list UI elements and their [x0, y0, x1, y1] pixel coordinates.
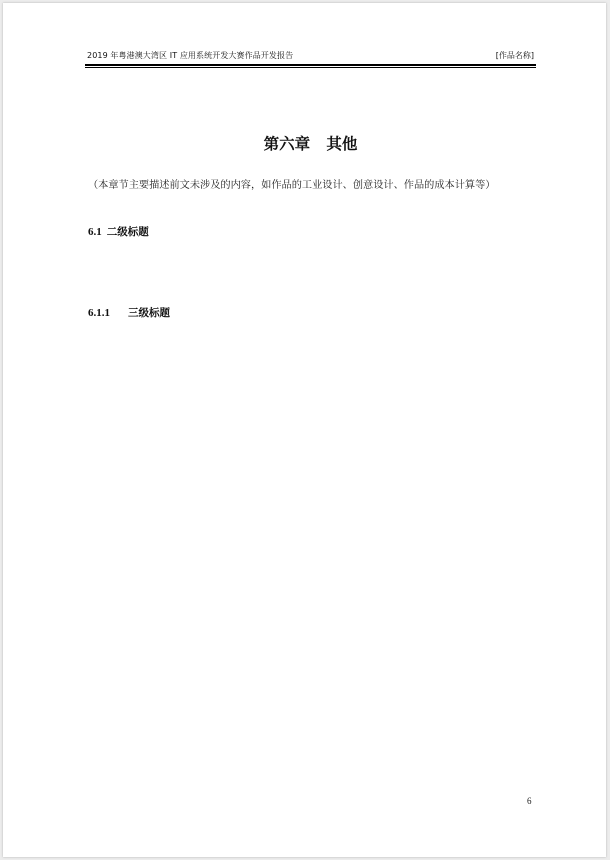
header-work-name: [作品名称] — [495, 51, 534, 60]
document-page — [3, 3, 606, 857]
header-report-title: 2019 年粤港澳大湾区 IT 应用系统开发大赛作品开发报告 — [87, 51, 294, 60]
section-title: 二级标题 — [106, 226, 149, 238]
header-rule-thin — [85, 67, 536, 68]
header-rule-thick — [85, 64, 536, 66]
intro-paragraph: （本章节主要描述前文未涉及的内容，如作品的工业设计、创意设计、作品的成本计算等） — [88, 180, 496, 191]
subsection-number: 6.1.1 — [88, 307, 110, 319]
chapter-title: 第六章 其他 — [263, 135, 358, 153]
page-header — [85, 50, 536, 63]
page-number: 6 — [527, 796, 532, 806]
section-heading — [88, 225, 149, 239]
subsection-heading — [88, 306, 170, 320]
subsection-title: 三级标题 — [128, 307, 170, 319]
section-number: 6.1 — [88, 226, 102, 238]
